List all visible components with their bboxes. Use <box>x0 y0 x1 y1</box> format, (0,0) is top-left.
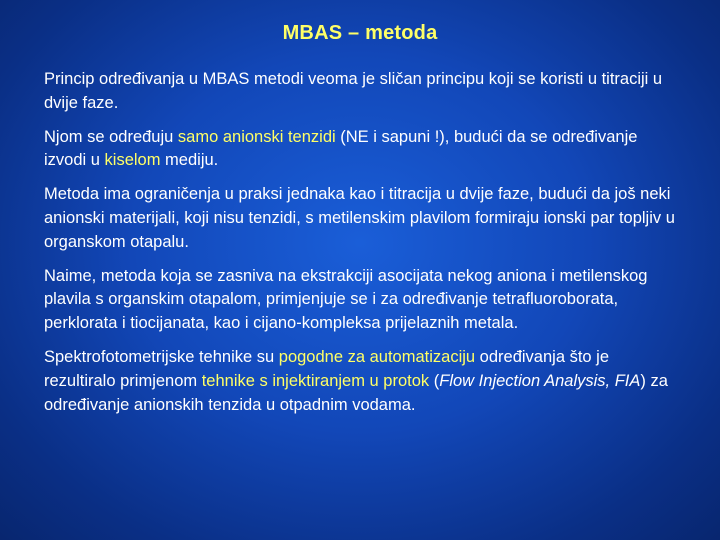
highlight-automation: pogodne za automatizaciju <box>278 347 476 366</box>
paragraph-2-text-c: mediju. <box>160 151 219 170</box>
paragraph-1 <box>44 68 684 116</box>
paragraph-2-text-b: (NE i sapuni !), budući da se određivanje izvodi u <box>44 127 638 170</box>
italic-fia: Flow Injection Analysis, FIA <box>439 371 641 390</box>
paragraph-4 <box>44 265 684 336</box>
highlight-acidic: kiselom <box>104 151 161 170</box>
slide-title: MBAS – metoda <box>282 22 438 44</box>
paragraph-3-text: Metoda ima ograničenja u praksi jednaka kao i titracija u dvije faze, budući da još neki anionski materijali, koji nisu tenzidi, s metilenskim plavilom formiraju ionski par topljiv u organskom otapalu. <box>44 185 675 251</box>
slide-content <box>44 68 684 427</box>
paragraph-2-text-a: Njom se određuju <box>44 127 178 146</box>
paragraph-5-text-a: Spektrofotometrijske tehnike su <box>44 347 279 366</box>
paragraph-5-text-c: ( <box>429 371 440 390</box>
paragraph-5-text-b: određivanja što je rezultiralo primjenom <box>44 347 610 390</box>
paragraph-3 <box>44 183 684 254</box>
paragraph-4-text: Naime, metoda koja se zasniva na ekstrakciji asocijata nekog aniona i metilenskog plavila s organskim otapalom, primjenjuje se i za određivanje tetrafluoroborata, perklorata i tiocijanata, kao i cijano-kompleksa prijelaznih metala. <box>44 266 648 333</box>
highlight-flow-injection: tehnike s injektiranjem u protok <box>201 371 430 390</box>
paragraph-1-text: Princip određivanja u MBAS metodi veoma je sličan principu koji se koristi u titraciji u dvije faze. <box>44 70 663 112</box>
highlight-anionic-only: samo anionski tenzidi <box>177 127 336 146</box>
paragraph-5-text-d: ) za određivanje anionskih tenzida u otpadnim vodama. <box>44 371 668 414</box>
paragraph-2 <box>44 126 684 174</box>
paragraph-5 <box>44 346 684 417</box>
